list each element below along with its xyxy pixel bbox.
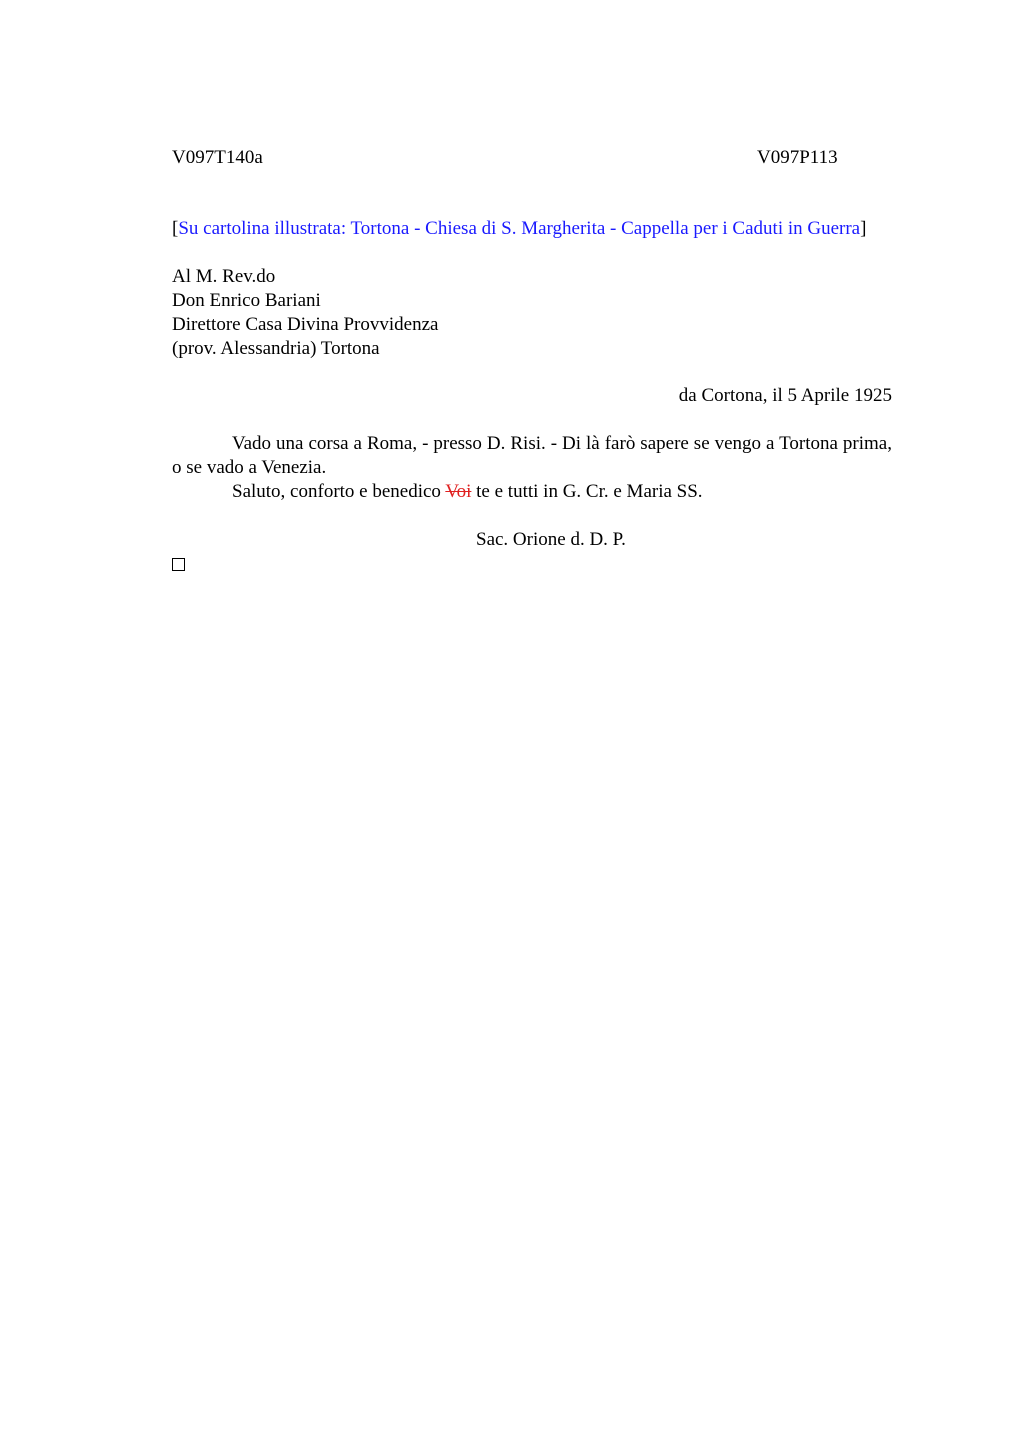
document-page: [172, 146, 892, 571]
document-code-right: V097P113: [757, 147, 838, 168]
struck-word: Voi: [445, 481, 472, 502]
postcard-note: [172, 217, 892, 241]
signature: Sac. Orione d. D. P.: [476, 529, 626, 550]
paragraph-2-start: Saluto, conforto e benedico: [232, 481, 446, 502]
recipient-address: [172, 265, 892, 361]
address-line: Direttore Casa Divina Provvidenza: [172, 314, 439, 335]
place-date-line: da Cortona, il 5 Aprile 1925: [678, 385, 892, 406]
body-paragraph-2: [172, 480, 892, 504]
note-open-bracket: [: [172, 218, 179, 239]
document-header: [172, 146, 892, 170]
address-line: Don Enrico Bariani: [172, 290, 321, 311]
document-code-left: V097T140a: [172, 147, 263, 168]
square-outline-icon: [172, 558, 185, 571]
paragraph-2-end: te e tutti in G. Cr. e Maria SS.: [471, 481, 703, 502]
note-close-bracket: ]: [860, 218, 867, 239]
address-line: Al M. Rev.do: [172, 266, 276, 287]
address-line: (prov. Alessandria) Tortona: [172, 338, 380, 359]
note-description: Su cartolina illustrata: Tortona - Chiesa di S. Margherita - Cappella per i Caduti in Guerra: [178, 218, 861, 239]
body-paragraph-1: Vado una corsa a Roma, - presso D. Risi. - Di là farò sapere se vengo a Tortona prima, o se vado a Venezia.: [172, 433, 892, 478]
letter-body: [172, 432, 892, 504]
